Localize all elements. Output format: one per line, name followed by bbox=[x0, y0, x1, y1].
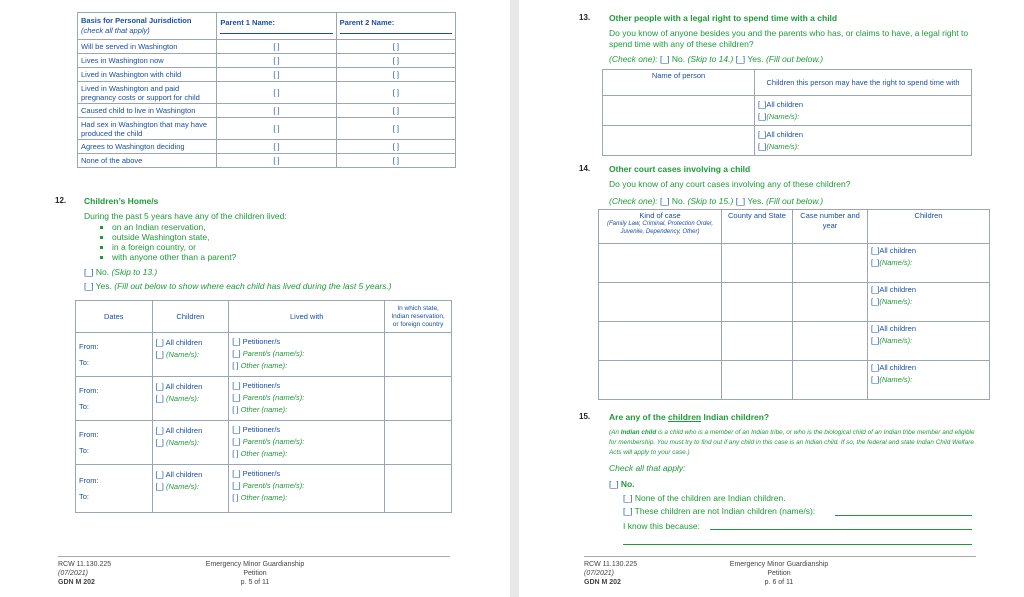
all-children-label: All children bbox=[879, 324, 917, 333]
s14-head-county: County and State bbox=[722, 210, 793, 244]
parent-label: Parent/s (name/s): bbox=[242, 349, 305, 358]
to-label[interactable]: To: bbox=[79, 491, 90, 501]
jur-head-parent2 bbox=[336, 13, 455, 40]
s15-title-post: Indian children? bbox=[701, 412, 770, 422]
s14-no-checkbox[interactable]: [_] bbox=[660, 196, 670, 206]
homes-where-cell[interactable] bbox=[385, 333, 452, 377]
names-label: (Name/s): bbox=[879, 375, 913, 384]
s14-case-cell[interactable] bbox=[793, 244, 868, 283]
homes-lived-with-cell bbox=[229, 465, 385, 513]
parent2-label: Parent 2 Name: bbox=[339, 18, 395, 27]
s14-check-one bbox=[609, 196, 823, 206]
s15-know-label: I know this because: bbox=[623, 521, 701, 531]
other-checkbox[interactable]: [ ] bbox=[232, 493, 239, 502]
s12-yes-checkbox[interactable]: [_] bbox=[84, 281, 94, 291]
all-children-checkbox[interactable]: [_] bbox=[871, 285, 880, 294]
all-children-option[interactable] bbox=[758, 99, 968, 111]
parent-option[interactable] bbox=[232, 480, 381, 492]
s14-row bbox=[599, 322, 990, 361]
s13-no-checkbox[interactable]: [_] bbox=[660, 54, 670, 64]
homes-head-children: Children bbox=[152, 301, 229, 333]
petitioner-option[interactable] bbox=[232, 424, 381, 436]
all-children-option[interactable] bbox=[156, 381, 226, 393]
s14-case-cell[interactable] bbox=[793, 322, 868, 361]
all-children-checkbox[interactable]: [_] bbox=[155, 470, 164, 479]
homes-row bbox=[76, 421, 452, 465]
jurisdiction-label: Lives in Washington now bbox=[78, 54, 217, 68]
homes-dates-cell bbox=[76, 333, 153, 377]
s14-no-note: (Skip to 15.) bbox=[687, 196, 734, 206]
s14-county-cell[interactable] bbox=[722, 283, 793, 322]
names-option[interactable] bbox=[156, 349, 226, 361]
other-checkbox[interactable]: [ ] bbox=[232, 449, 239, 458]
jurisdiction-table bbox=[77, 12, 456, 168]
s12-no-label: No. bbox=[95, 267, 110, 277]
s14-county-cell[interactable] bbox=[722, 361, 793, 400]
s14-head-kind bbox=[599, 210, 722, 244]
parent1-name-line[interactable] bbox=[220, 27, 332, 34]
s15-title bbox=[609, 412, 769, 422]
other-checkbox[interactable]: [ ] bbox=[232, 361, 239, 370]
all-children-option[interactable] bbox=[871, 362, 986, 374]
parent1-checkbox[interactable]: [ ] bbox=[217, 40, 336, 54]
parent1-checkbox[interactable]: [ ] bbox=[217, 82, 336, 104]
s15-reason-line-1[interactable] bbox=[710, 529, 972, 530]
s15-number: 15. bbox=[579, 412, 591, 421]
homes-table bbox=[75, 300, 452, 513]
homes-dates-cell bbox=[76, 465, 153, 513]
jurisdiction-label: Had sex in Washington that may have produced the child bbox=[78, 118, 217, 140]
s13-table bbox=[602, 69, 972, 156]
names-label: (Name/s): bbox=[879, 258, 913, 267]
other-label: Other (name): bbox=[240, 493, 288, 502]
all-children-label: All children bbox=[879, 246, 917, 255]
petitioner-checkbox[interactable]: [_] bbox=[232, 381, 241, 390]
all-children-checkbox[interactable]: [_] bbox=[758, 99, 767, 109]
parent2-checkbox[interactable]: [ ] bbox=[336, 40, 455, 54]
all-children-label: All children bbox=[766, 129, 804, 139]
names-checkbox[interactable]: [_] bbox=[155, 438, 164, 447]
s15-opt1-checkbox[interactable]: [_] bbox=[623, 493, 633, 503]
s13-check-one bbox=[609, 54, 823, 64]
all-children-label: All children bbox=[879, 285, 917, 294]
homes-row bbox=[76, 333, 452, 377]
all-children-option[interactable] bbox=[871, 323, 986, 335]
s15-opt1 bbox=[623, 493, 786, 503]
names-option[interactable] bbox=[871, 296, 986, 308]
jurisdiction-label: Lived in Washington with child bbox=[78, 68, 217, 82]
s15-opt2-names-line[interactable] bbox=[835, 515, 972, 516]
all-children-label: All children bbox=[165, 470, 203, 479]
homes-dates-cell bbox=[76, 421, 153, 465]
homes-row bbox=[76, 377, 452, 421]
petitioner-option[interactable] bbox=[232, 468, 381, 480]
s13-yes-checkbox[interactable]: [_] bbox=[735, 54, 746, 64]
s14-yes-checkbox[interactable]: [_] bbox=[735, 196, 746, 206]
names-option[interactable] bbox=[156, 437, 226, 449]
homes-head-where: In which state, Indian reservation, or foreign country bbox=[385, 301, 452, 333]
jur-head-parent1 bbox=[217, 13, 336, 40]
jurisdiction-label: Caused child to live in Washington bbox=[78, 104, 217, 118]
parent1-checkbox[interactable]: [ ] bbox=[217, 104, 336, 118]
s13-yes-label: Yes. bbox=[747, 54, 764, 64]
homes-rows bbox=[76, 333, 452, 513]
s15-opt1-label: None of the children are Indian children. bbox=[634, 493, 786, 503]
all-children-checkbox[interactable]: [_] bbox=[758, 129, 767, 139]
s15-no-checkbox[interactable]: [_] bbox=[609, 479, 619, 489]
petitioner-checkbox[interactable]: [_] bbox=[232, 469, 241, 478]
footer-center bbox=[180, 560, 330, 587]
s15-note bbox=[609, 428, 981, 458]
s14-children-cell bbox=[868, 283, 990, 322]
homes-children-cell bbox=[152, 333, 229, 377]
all-children-label: All children bbox=[165, 338, 203, 347]
page-5 bbox=[0, 0, 510, 597]
homes-row bbox=[76, 465, 452, 513]
jurisdiction-row bbox=[78, 68, 456, 82]
footer-rule bbox=[584, 556, 976, 557]
s14-yes-label: Yes. bbox=[747, 196, 764, 206]
s12-bullet: ▪ outside Washington state, bbox=[112, 232, 236, 242]
other-option[interactable] bbox=[232, 360, 381, 372]
s12-number: 12. bbox=[55, 196, 67, 205]
s14-county-cell[interactable] bbox=[722, 322, 793, 361]
s12-no-checkbox[interactable]: [_] bbox=[84, 267, 94, 277]
s14-kind-cell[interactable] bbox=[599, 244, 722, 283]
parent1-checkbox[interactable]: [ ] bbox=[217, 118, 336, 140]
petitioner-label: Petitioner/s bbox=[242, 469, 281, 478]
s14-children-cell bbox=[868, 244, 990, 283]
other-label: Other (name): bbox=[240, 361, 288, 370]
all-children-checkbox[interactable]: [_] bbox=[871, 363, 880, 372]
s13-question: Do you know of anyone besides you and the parents who has, or claims to have, a legal right to spend time with any of these children? bbox=[609, 28, 969, 49]
from-label[interactable]: From: bbox=[79, 385, 99, 395]
names-option[interactable] bbox=[871, 257, 986, 269]
names-label: (Name/s): bbox=[766, 111, 800, 121]
all-children-option[interactable] bbox=[871, 284, 986, 296]
names-checkbox[interactable]: [_] bbox=[155, 350, 164, 359]
footer-doc-subtitle: Petition bbox=[767, 570, 791, 577]
names-checkbox[interactable]: [_] bbox=[871, 258, 880, 267]
footer-page-number: p. 5 of 11 bbox=[240, 579, 270, 586]
s14-question: Do you know of any court cases involving any of these children? bbox=[609, 179, 851, 189]
all-children-label: All children bbox=[879, 363, 917, 372]
names-checkbox[interactable]: [_] bbox=[758, 141, 767, 151]
footer-doc-title: Emergency Minor Guardianship bbox=[205, 561, 305, 568]
footer-left bbox=[58, 560, 111, 587]
names-checkbox[interactable]: [_] bbox=[871, 297, 880, 306]
to-label[interactable]: To: bbox=[79, 357, 90, 367]
to-label[interactable]: To: bbox=[79, 445, 90, 455]
s15-note-text: is a child who is a member of an Indian tribe, or who is the biological child of an Indian tribe member and eligible for membership. You must try to find out if any child in this case is an Indian child. If so, the federal and state Indian Child Welfare Acts will apply to your case.) bbox=[609, 429, 975, 456]
parent-option[interactable] bbox=[232, 436, 381, 448]
s13-no-note: (Skip to 14.) bbox=[687, 54, 734, 64]
s13-no-label: No. bbox=[671, 54, 686, 64]
footer-center bbox=[704, 560, 854, 587]
s13-head-name: Name of person bbox=[603, 70, 755, 96]
names-label: (Name/s): bbox=[879, 336, 913, 345]
names-option[interactable] bbox=[871, 374, 986, 386]
s14-rows bbox=[599, 244, 990, 400]
all-children-label: All children bbox=[165, 426, 203, 435]
s14-head-kind-title: Kind of case bbox=[639, 211, 681, 220]
s15-opt2-checkbox[interactable]: [_] bbox=[623, 506, 633, 516]
s14-head-kind-sub: (Family Law, Criminal, Protection Order, Juvenile, Dependency, Other) bbox=[606, 221, 714, 235]
all-children-option[interactable] bbox=[758, 129, 968, 141]
jurisdiction-row bbox=[78, 104, 456, 118]
homes-lived-with-cell bbox=[229, 377, 385, 421]
all-children-checkbox[interactable]: [_] bbox=[155, 338, 164, 347]
jurisdiction-row bbox=[78, 82, 456, 104]
from-label[interactable]: From: bbox=[79, 341, 99, 351]
jurisdiction-label: Agrees to Washington deciding bbox=[78, 140, 217, 154]
petitioner-label: Petitioner/s bbox=[242, 381, 281, 390]
all-children-checkbox[interactable]: [_] bbox=[871, 246, 880, 255]
petitioner-label: Petitioner/s bbox=[242, 425, 281, 434]
s12-yes-label: Yes. bbox=[95, 281, 112, 291]
other-checkbox[interactable]: [ ] bbox=[232, 405, 239, 414]
s14-children-cell bbox=[868, 322, 990, 361]
s15-note-lead: (An bbox=[609, 429, 621, 436]
s13-row bbox=[603, 126, 972, 156]
s13-yes-note: (Fill out below.) bbox=[765, 54, 824, 64]
names-label: (Name/s): bbox=[879, 297, 913, 306]
s13-children-cell bbox=[755, 126, 972, 156]
s12-bullet: ▪ on an Indian reservation, bbox=[112, 222, 236, 232]
s12-no-note: (Skip to 13.) bbox=[111, 267, 158, 277]
parent1-checkbox[interactable]: [ ] bbox=[217, 154, 336, 168]
petitioner-option[interactable] bbox=[232, 380, 381, 392]
s15-title-underlined: children bbox=[668, 412, 702, 422]
s12-no-option bbox=[84, 267, 157, 277]
parent2-checkbox[interactable]: [ ] bbox=[336, 118, 455, 140]
parent1-checkbox[interactable]: [ ] bbox=[217, 54, 336, 68]
jurisdiction-row bbox=[78, 140, 456, 154]
homes-children-cell bbox=[152, 465, 229, 513]
from-label[interactable]: From: bbox=[79, 475, 99, 485]
s13-rows bbox=[603, 96, 972, 156]
names-checkbox[interactable]: [_] bbox=[155, 394, 164, 403]
s14-table bbox=[598, 209, 990, 400]
petitioner-option[interactable] bbox=[232, 336, 381, 348]
other-label: Other (name): bbox=[240, 449, 288, 458]
homes-dates-cell bbox=[76, 377, 153, 421]
footer-rcw: RCW 11.130.225 bbox=[584, 561, 638, 568]
s14-row bbox=[599, 283, 990, 322]
s14-no-label: No. bbox=[671, 196, 686, 206]
petitioner-checkbox[interactable]: [_] bbox=[232, 337, 241, 346]
s13-name-cell[interactable] bbox=[603, 126, 755, 156]
parent1-checkbox[interactable]: [ ] bbox=[217, 140, 336, 154]
s14-title: Other court cases involving a child bbox=[609, 164, 751, 174]
all-children-checkbox[interactable]: [_] bbox=[155, 382, 164, 391]
jur-head-basis-title: Basis for Personal Jurisdiction bbox=[81, 16, 192, 25]
names-label: (Name/s): bbox=[766, 141, 800, 151]
s14-case-cell[interactable] bbox=[793, 283, 868, 322]
footer-rule bbox=[58, 556, 450, 557]
names-label: (Name/s): bbox=[165, 394, 199, 403]
petitioner-checkbox[interactable]: [_] bbox=[232, 425, 241, 434]
s12-yes-option bbox=[84, 281, 392, 291]
footer-rcw: RCW 11.130.225 bbox=[58, 561, 112, 568]
s15-title-pre: Are any of the bbox=[609, 412, 669, 422]
s14-children-cell bbox=[868, 361, 990, 400]
parent2-checkbox[interactable]: [ ] bbox=[336, 68, 455, 82]
parent-label: Parent/s (name/s): bbox=[242, 393, 305, 402]
parent1-label: Parent 1 Name: bbox=[220, 18, 275, 27]
s14-county-cell[interactable] bbox=[722, 244, 793, 283]
parent-option[interactable] bbox=[232, 348, 381, 360]
s13-check-one-label: (Check one): bbox=[609, 54, 658, 64]
parent2-name-line[interactable] bbox=[340, 27, 452, 34]
footer-page-number: p. 6 of 11 bbox=[764, 579, 794, 586]
footer-left bbox=[584, 560, 637, 587]
homes-where-cell[interactable] bbox=[385, 377, 452, 421]
s13-row bbox=[603, 96, 972, 126]
jurisdiction-label: Lived in Washington and paid pregnancy costs or support for child bbox=[78, 82, 217, 104]
names-label: (Name/s): bbox=[165, 482, 199, 491]
jurisdiction-label: None of the above bbox=[78, 154, 217, 168]
s15-no-label: No. bbox=[620, 479, 635, 489]
s14-case-cell[interactable] bbox=[793, 361, 868, 400]
footer-date: (07/2021) bbox=[584, 570, 614, 577]
other-option[interactable] bbox=[232, 448, 381, 460]
all-children-label: All children bbox=[766, 99, 804, 109]
all-children-option[interactable] bbox=[156, 425, 226, 437]
parent-label: Parent/s (name/s): bbox=[242, 481, 305, 490]
s12-bullets bbox=[84, 222, 236, 262]
s15-no-option bbox=[609, 479, 635, 489]
names-checkbox[interactable]: [_] bbox=[871, 336, 880, 345]
other-option[interactable] bbox=[232, 492, 381, 504]
s15-note-bold: Indian child bbox=[620, 429, 657, 436]
s13-head-children: Children this person may have the right to spend time with bbox=[755, 70, 972, 96]
page-gutter bbox=[510, 0, 519, 597]
jurisdiction-label: Will be served in Washington bbox=[78, 40, 217, 54]
s14-kind-cell[interactable] bbox=[599, 322, 722, 361]
jurisdiction-row bbox=[78, 40, 456, 54]
all-children-label: All children bbox=[165, 382, 203, 391]
parent-checkbox[interactable]: [_] bbox=[232, 349, 241, 358]
s14-kind-cell[interactable] bbox=[599, 361, 722, 400]
parent2-checkbox[interactable]: [ ] bbox=[336, 154, 455, 168]
parent2-checkbox[interactable]: [ ] bbox=[336, 140, 455, 154]
s12-intro: During the past 5 years have any of the children lived: bbox=[84, 211, 287, 221]
homes-head-lived-with: Lived with bbox=[229, 301, 385, 333]
s14-row bbox=[599, 244, 990, 283]
s14-number: 14. bbox=[579, 164, 591, 173]
s14-row bbox=[599, 361, 990, 400]
s15-reason-line-2[interactable] bbox=[623, 544, 972, 545]
page-6 bbox=[519, 0, 1024, 597]
other-option[interactable] bbox=[232, 404, 381, 416]
parent2-checkbox[interactable]: [ ] bbox=[336, 104, 455, 118]
all-children-option[interactable] bbox=[156, 469, 226, 481]
parent-checkbox[interactable]: [_] bbox=[232, 393, 241, 402]
s13-title: Other people with a legal right to spend time with a child bbox=[609, 13, 838, 23]
s12-bullet: ▪ in a foreign country, or bbox=[112, 242, 236, 252]
footer-code: GDN M 202 bbox=[584, 579, 621, 586]
jurisdiction-row bbox=[78, 54, 456, 68]
names-checkbox[interactable]: [_] bbox=[758, 111, 767, 121]
s12-bullet: ▪ with anyone other than a parent? bbox=[112, 252, 236, 262]
s12-yes-note: (Fill out below to show where each child has lived during the last 5 years.) bbox=[114, 281, 392, 291]
homes-children-cell bbox=[152, 377, 229, 421]
other-label: Other (name): bbox=[240, 405, 288, 414]
parent-label: Parent/s (name/s): bbox=[242, 437, 305, 446]
footer-doc-subtitle: Petition bbox=[243, 570, 267, 577]
names-checkbox[interactable]: [_] bbox=[155, 482, 164, 491]
footer-code: GDN M 202 bbox=[58, 579, 95, 586]
petitioner-label: Petitioner/s bbox=[242, 337, 281, 346]
jur-head-basis-sub: (check all that apply) bbox=[81, 26, 150, 35]
jurisdiction-row bbox=[78, 118, 456, 140]
parent2-checkbox[interactable]: [ ] bbox=[336, 82, 455, 104]
names-option[interactable] bbox=[871, 335, 986, 347]
parent-checkbox[interactable]: [_] bbox=[232, 481, 241, 490]
s13-number: 13. bbox=[579, 13, 591, 22]
s13-children-cell bbox=[755, 96, 972, 126]
s14-head-children: Children bbox=[868, 210, 990, 244]
names-option[interactable] bbox=[758, 141, 968, 153]
footer-doc-title: Emergency Minor Guardianship bbox=[729, 561, 829, 568]
parent1-checkbox[interactable]: [ ] bbox=[217, 68, 336, 82]
jurisdiction-rows bbox=[78, 40, 456, 168]
s14-check-one-label: (Check one): bbox=[609, 196, 658, 206]
homes-head-dates: Dates bbox=[76, 301, 153, 333]
all-children-checkbox[interactable]: [_] bbox=[155, 426, 164, 435]
parent-checkbox[interactable]: [_] bbox=[232, 437, 241, 446]
names-option[interactable] bbox=[758, 111, 968, 123]
homes-where-cell[interactable] bbox=[385, 465, 452, 513]
from-label[interactable]: From: bbox=[79, 429, 99, 439]
names-option[interactable] bbox=[156, 393, 226, 405]
names-label: (Name/s): bbox=[165, 350, 199, 359]
homes-lived-with-cell bbox=[229, 333, 385, 377]
s13-name-cell[interactable] bbox=[603, 96, 755, 126]
s14-kind-cell[interactable] bbox=[599, 283, 722, 322]
jur-head-basis bbox=[78, 13, 217, 40]
homes-lived-with-cell bbox=[229, 421, 385, 465]
homes-children-cell bbox=[152, 421, 229, 465]
names-option[interactable] bbox=[156, 481, 226, 493]
s15-check-all: Check all that apply: bbox=[609, 463, 686, 473]
names-checkbox[interactable]: [_] bbox=[871, 375, 880, 384]
footer-date: (07/2021) bbox=[58, 570, 88, 577]
s14-yes-note: (Fill out below.) bbox=[765, 196, 824, 206]
s14-head-case-number: Case number and year bbox=[793, 210, 868, 244]
jurisdiction-row bbox=[78, 154, 456, 168]
all-children-option[interactable] bbox=[156, 337, 226, 349]
to-label[interactable]: To: bbox=[79, 401, 90, 411]
names-label: (Name/s): bbox=[165, 438, 199, 447]
parent2-checkbox[interactable]: [ ] bbox=[336, 54, 455, 68]
s15-opt2-label: These children are not Indian children (name/s): bbox=[634, 506, 816, 516]
s12-title: Children’s Home/s bbox=[84, 196, 159, 206]
all-children-option[interactable] bbox=[871, 245, 986, 257]
homes-where-cell[interactable] bbox=[385, 421, 452, 465]
parent-option[interactable] bbox=[232, 392, 381, 404]
all-children-checkbox[interactable]: [_] bbox=[871, 324, 880, 333]
